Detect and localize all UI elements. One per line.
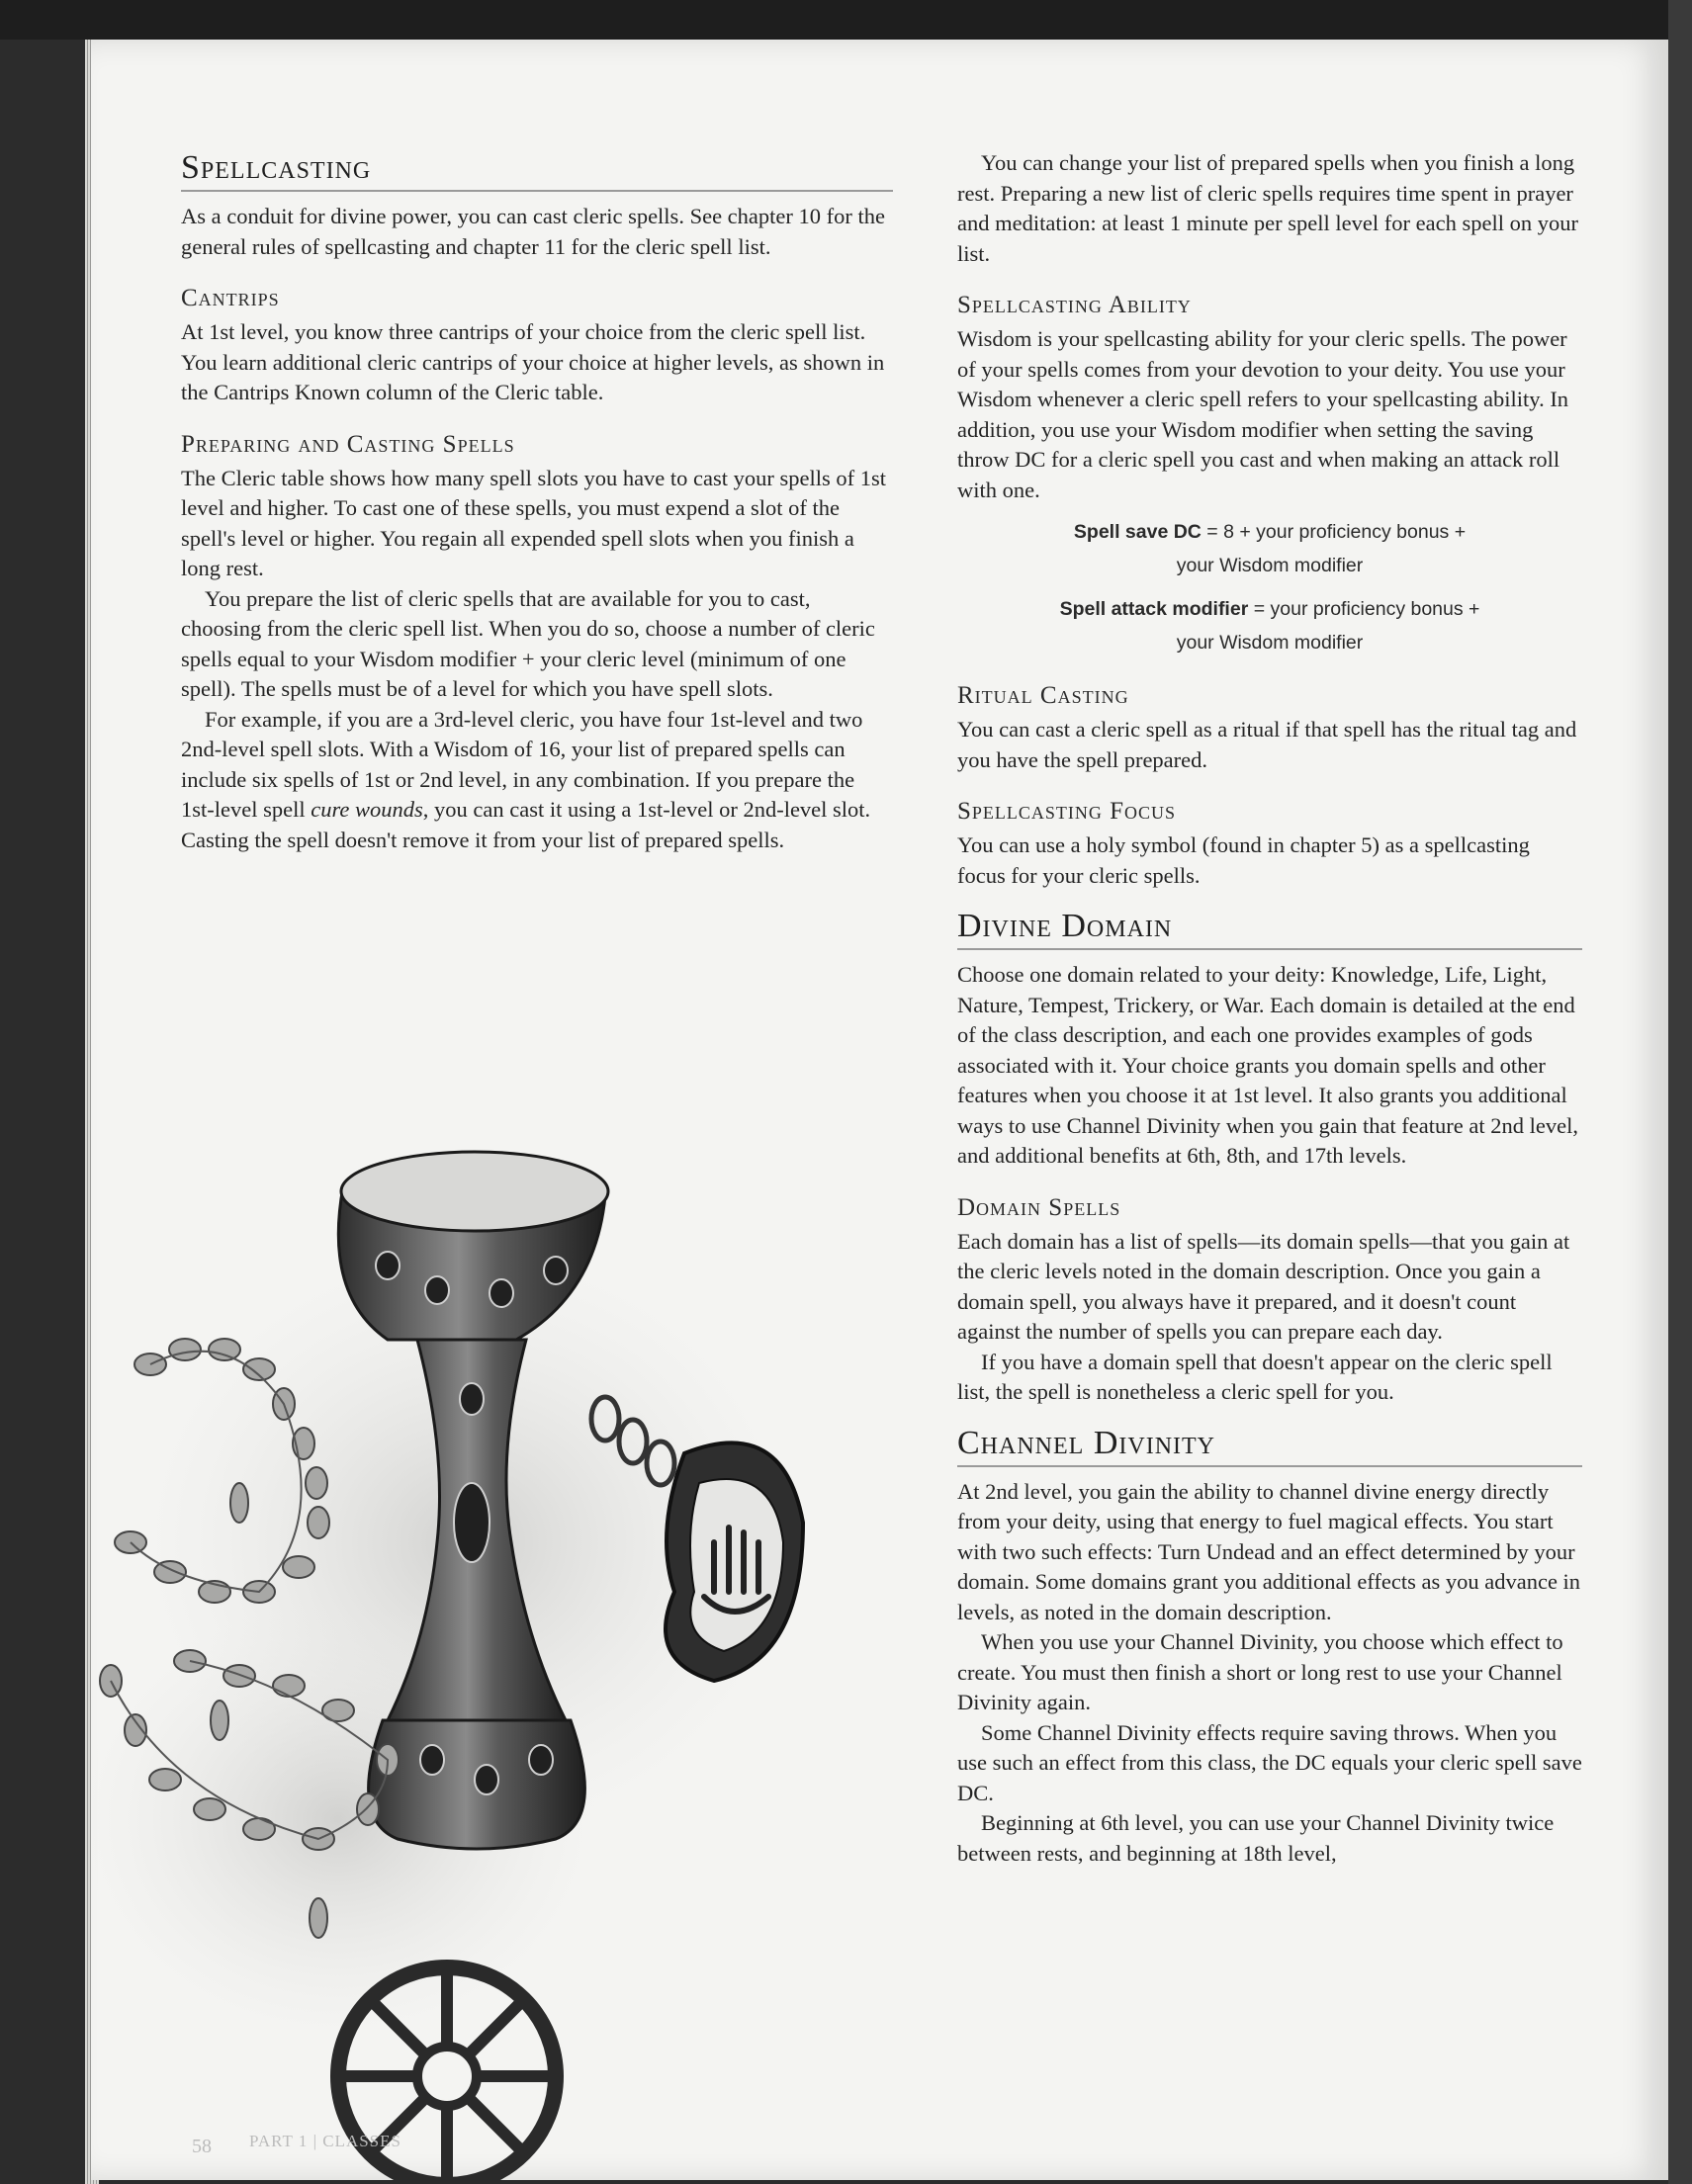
scan-right-edge: [1668, 0, 1692, 2184]
heading-ritual-casting: Ritual Casting: [957, 682, 1129, 709]
prepared-change-text: You can change your list of prepared spells when you finish a long rest. Preparing a new list of cleric spells requires time spent in prayer and meditation: at least 1 minute per spell level for each spell on your list.: [957, 150, 1578, 266]
heading-cantrips: Cantrips: [181, 285, 280, 311]
ability-text: Wisdom is your spellcasting ability for your cleric spells. The power of your spells comes from your devotion to your deity. You use your Wisdom whenever a cleric spell refers to your spellcasting ability. In addition, you use your Wisdom modifier when setting the saving throw DC for a cleric spell you cast and when making an attack roll with one.: [957, 326, 1569, 502]
ritual-text: You can cast a cleric spell as a ritual if that spell has the ritual tag and you have the spell prepared.: [957, 717, 1577, 772]
spell-save-dc-label: Spell save DC: [1073, 521, 1202, 543]
heading-spellcasting: Spellcasting: [181, 148, 893, 192]
page-number: 58: [192, 2136, 212, 2157]
spell-save-dc-formula: [957, 515, 1582, 582]
preparing-p2: You prepare the list of cleric spells that are available for you to cast, choosing from the cleric spell list. When you do so, choose a number of cleric spells equal to your Wisdom modifier + your cleric level (minimum of one spell). The spells must be of a level for which you have spell slots.: [181, 585, 875, 701]
chalice-rim: [341, 1152, 608, 1231]
right-column: [957, 148, 1582, 1869]
heading-spellcasting-focus: Spellcasting Focus: [957, 798, 1177, 825]
channel-p4: Beginning at 6th level, you can use your Channel Divinity twice between rests, and beginning at 18th level,: [957, 1810, 1555, 1866]
cantrips-text: At 1st level, you know three cantrips of your choice from the cleric spell list. You learn additional cleric cantrips of your choice at higher levels, as shown in the Cantrips Known column of the Cleric table.: [181, 319, 885, 404]
spell-save-dc-text: = 8 + your proficiency bonus +: [1201, 521, 1467, 543]
scan-top-edge: [0, 0, 1692, 40]
chalice-illustration: [91, 1127, 981, 2180]
heading-divine-domain: Divine Domain: [957, 907, 1582, 950]
channel-p2: When you use your Channel Divinity, you choose which effect to create. You must then finish a short or long rest to use your Channel Divinity again.: [957, 1629, 1563, 1714]
spell-attack-formula: [957, 592, 1582, 659]
heading-preparing: Preparing and Casting Spells: [181, 430, 515, 458]
preparing-p3-b: , you can cast it using a 1st-level or 2nd-level slot. Casting the spell doesn't remove it from your list of prepared spells.: [181, 797, 871, 852]
preparing-p3-a: For example, if you are a 3rd-level cleric, you have four 1st-level and two 2nd-level spell slots. With a Wisdom of 16, your list of prepared spells can include six spells of 1st or 2nd level, in any combination. If you prepare the 1st-level spell: [181, 706, 863, 822]
channel-p3: Some Channel Divinity effects require saving throws. When you use such an effect from this class, the DC equals your cleric spell save DC.: [957, 1719, 1582, 1805]
spell-attack-label: Spell attack modifier: [1059, 598, 1249, 620]
heading-spellcasting-ability: Spellcasting Ability: [957, 292, 1192, 318]
channel-p1: At 2nd level, you gain the ability to channel divine energy directly from your deity, using that energy to fuel magical effects. You start with two such effects: Turn Undead and an effect determined by your domain. Some domains grant you additional effects as you advance in levels, as noted in the domain description.: [957, 1478, 1581, 1624]
focus-text: You can use a holy symbol (found in chapter 5) as a spellcasting focus for your cleric spells.: [957, 832, 1530, 888]
running-footer: PART 1 | CLASSES: [249, 2132, 401, 2150]
spell-name-cure-wounds: cure wounds: [311, 797, 423, 822]
domain-spells-p2: If you have a domain spell that doesn't appear on the cleric spell list, the spell is nonetheless a cleric spell for you.: [957, 1349, 1553, 1404]
spell-save-dc-text2: your Wisdom modifier: [1176, 555, 1364, 576]
spell-attack-text: = your proficiency bonus +: [1248, 598, 1480, 620]
heading-channel-divinity: Channel Divinity: [957, 1424, 1582, 1467]
divine-domain-text: Choose one domain related to your deity: Knowledge, Life, Light, Nature, Tempest, Trickery, or War. Each domain is detailed at the end of the class description, and each one provides examples of gods associated with it. Your choice grants you domain spells and other features when you choose it at 1st level. It also grants you additional ways to use Channel Divinity when you gain that feature at 2nd level, and additional benefits at 6th, 8th, and 17th levels.: [957, 962, 1578, 1168]
spellcasting-intro: As a conduit for divine power, you can cast cleric spells. See chapter 10 for the general rules of spellcasting and chapter 11 for the cleric spell list.: [181, 204, 885, 259]
spell-attack-text2: your Wisdom modifier: [1176, 632, 1364, 654]
heading-domain-spells: Domain Spells: [957, 1193, 1121, 1221]
preparing-p3: [181, 705, 893, 856]
preparing-p1: The Cleric table shows how many spell slots you have to cast your spells of 1st level and higher. To cast one of these spells, you must expend a slot of the spell's level or higher. You regain all expended spell slots when you finish a long rest.: [181, 465, 887, 580]
domain-spells-p1: Each domain has a list of spells—its domain spells—that you gain at the cleric levels noted in the domain description. Once you gain a domain spell, you always have it prepared, and it doesn't count against the number of spells you can prepare each day.: [957, 1228, 1570, 1344]
left-column: [181, 148, 893, 855]
